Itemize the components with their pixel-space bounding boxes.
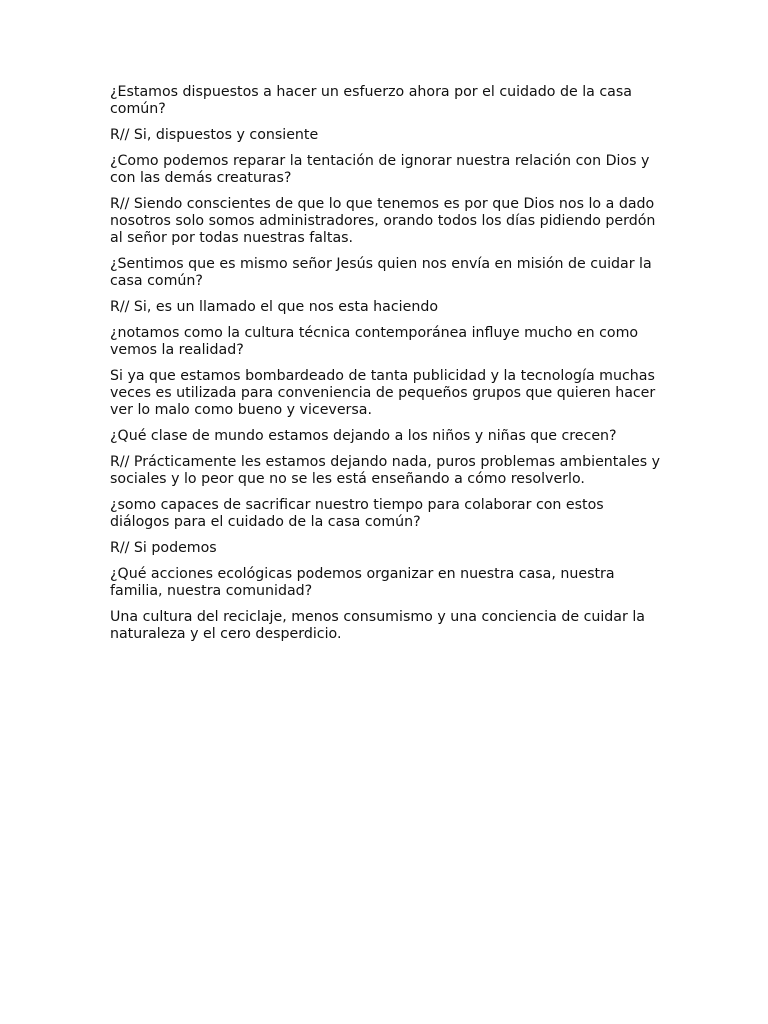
answer-2: R// Siendo conscientes de que lo que tenemos es por que Dios nos lo a dado nosotros solo somos administradores, orando todos los días pidiendo perdón al señor por todas nuestras faltas. <box>110 196 656 246</box>
answer-1: R// Si, dispuestos y consiente <box>110 127 319 143</box>
question-2: ¿Como podemos reparar la tentación de ignorar nuestra relación con Dios y con las demás creaturas? <box>110 153 650 186</box>
document-body <box>110 84 666 652</box>
answer-5: R// Prácticamente les estamos dejando nada, puros problemas ambientales y sociales y lo peor que no se les está enseñando a cómo resolverlo. <box>110 454 661 487</box>
question-3: ¿Sentimos que es mismo señor Jesús quien nos envía en misión de cuidar la casa común? <box>110 256 652 289</box>
question-5: ¿Qué clase de mundo estamos dejando a los niños y niñas que crecen? <box>110 428 617 444</box>
answer-4: Si ya que estamos bombardeado de tanta publicidad y la tecnología muchas veces es utilizada para conveniencia de pequeños grupos que quieren hacer ver lo malo como bueno y viceversa. <box>110 368 656 418</box>
answer-3: R// Si, es un llamado el que nos esta haciendo <box>110 299 439 315</box>
answer-7: Una cultura del reciclaje, menos consumismo y una conciencia de cuidar la naturaleza y el cero desperdicio. <box>110 609 645 642</box>
question-1: ¿Estamos dispuestos a hacer un esfuerzo ahora por el cuidado de la casa común? <box>110 84 632 117</box>
question-6: ¿somo capaces de sacrificar nuestro tiempo para colaborar con estos diálogos para el cuidado de la casa común? <box>110 497 604 530</box>
question-7: ¿Qué acciones ecológicas podemos organizar en nuestra casa, nuestra familia, nuestra comunidad? <box>110 566 615 599</box>
question-4: ¿notamos como la cultura técnica contemporánea influye mucho en como vemos la realidad? <box>110 325 639 358</box>
answer-6: R// Si podemos <box>110 540 217 556</box>
